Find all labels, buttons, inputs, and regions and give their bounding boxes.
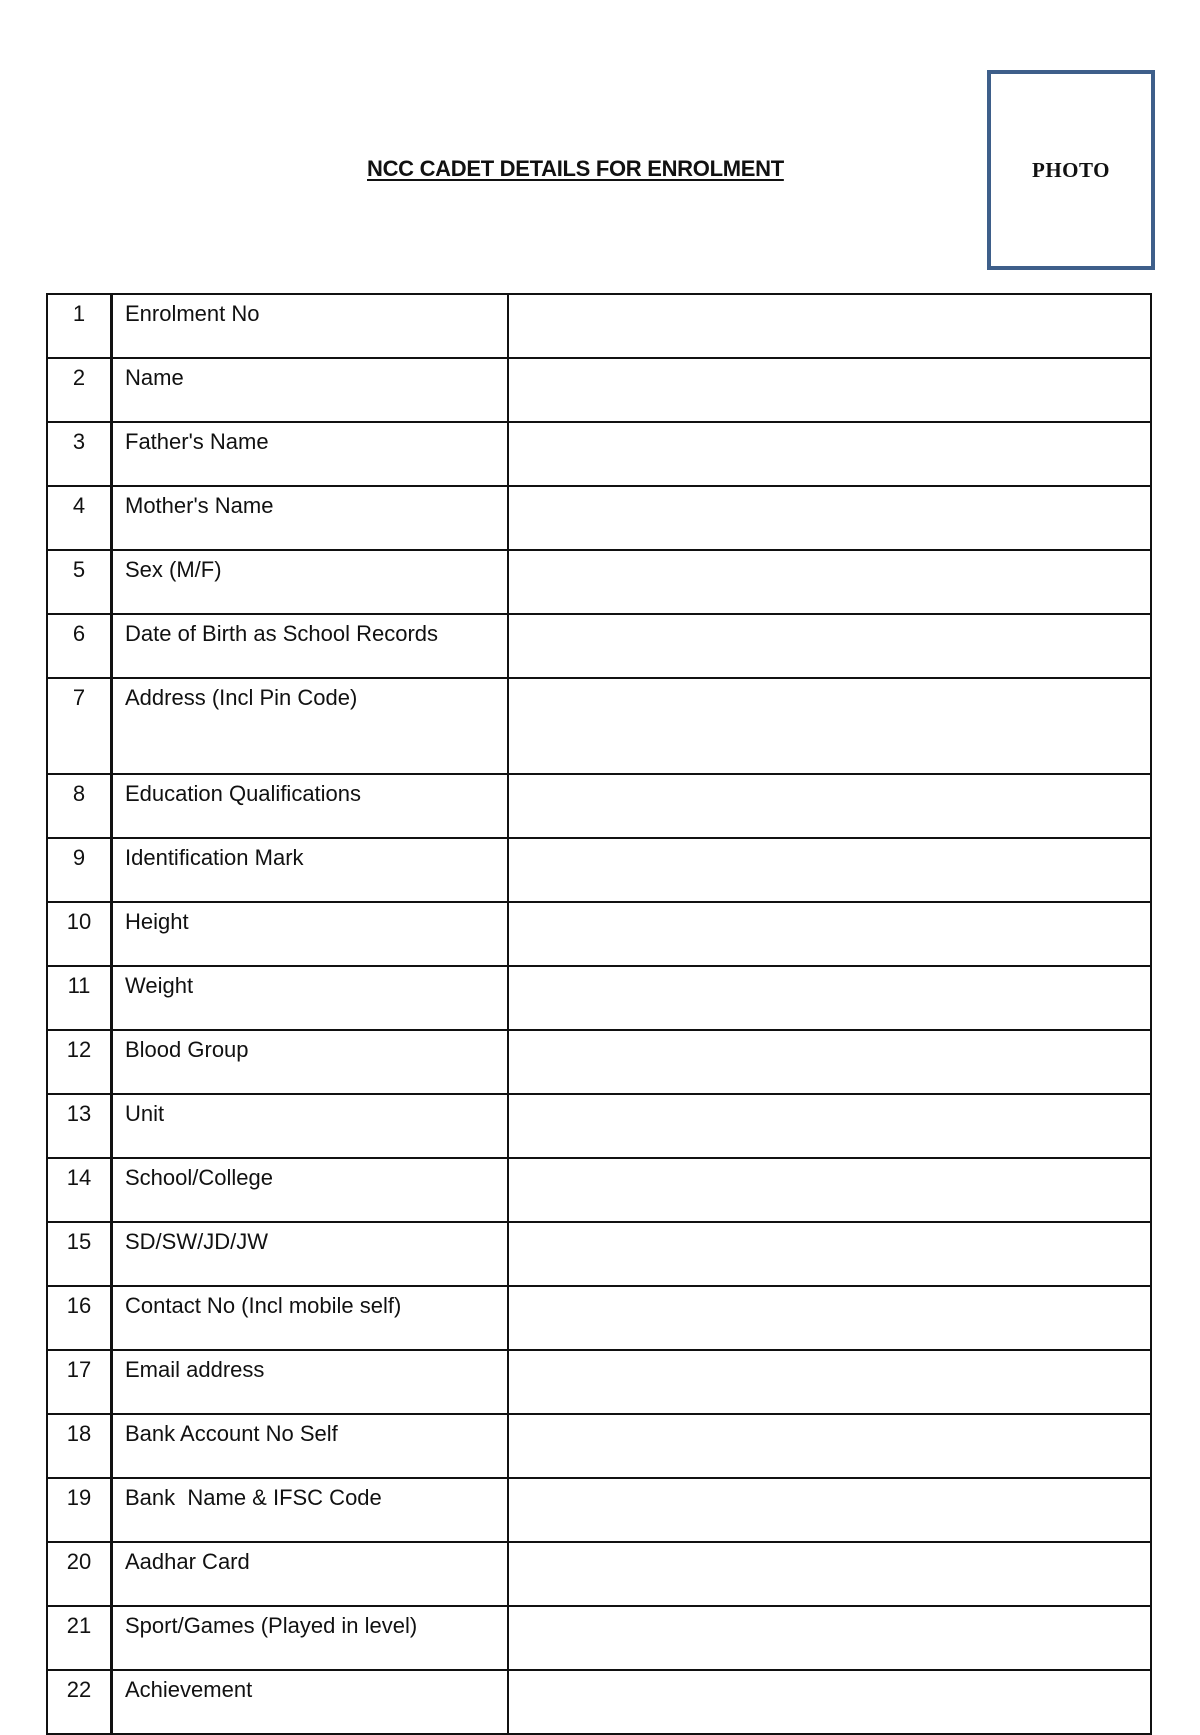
field-label: Enrolment No [112,294,509,358]
page-title: NCC CADET DETAILS FOR ENROLMENT [367,156,784,181]
row-number: 17 [47,1350,112,1414]
weight-field[interactable] [508,966,1151,1030]
row-number: 22 [47,1670,112,1734]
field-label: Sport/Games (Played in level) [112,1606,509,1670]
row-number: 19 [47,1478,112,1542]
height-field[interactable] [508,902,1151,966]
field-label: Blood Group [112,1030,509,1094]
form-row-identification-mark [47,838,1151,902]
row-number: 1 [47,294,112,358]
mothers-name-field[interactable] [508,486,1151,550]
row-number: 8 [47,774,112,838]
row-number: 4 [47,486,112,550]
row-number: 14 [47,1158,112,1222]
education-field[interactable] [508,774,1151,838]
form-row-fathers-name [47,422,1151,486]
photo-label: PHOTO [1032,158,1110,182]
row-number: 21 [47,1606,112,1670]
field-label: Sex (M/F) [112,550,509,614]
fathers-name-field[interactable] [508,422,1151,486]
name-field[interactable] [508,358,1151,422]
row-number: 7 [47,678,112,774]
form-row-bank-account [47,1414,1151,1478]
row-number: 9 [47,838,112,902]
field-label: Father's Name [112,422,509,486]
form-row-aadhar [47,1542,1151,1606]
form-row-height [47,902,1151,966]
form-row-bank-name-ifsc [47,1478,1151,1542]
division-field[interactable] [508,1222,1151,1286]
row-number: 11 [47,966,112,1030]
field-label: School/College [112,1158,509,1222]
blood-group-field[interactable] [508,1030,1151,1094]
form-row-mothers-name [47,486,1151,550]
field-label: Unit [112,1094,509,1158]
bank-account-field[interactable] [508,1414,1151,1478]
row-number: 10 [47,902,112,966]
field-label: Education Qualifications [112,774,509,838]
field-label: Weight [112,966,509,1030]
field-label: Achievement [112,1670,509,1734]
row-number: 13 [47,1094,112,1158]
row-number: 6 [47,614,112,678]
row-number: 15 [47,1222,112,1286]
row-number: 18 [47,1414,112,1478]
field-label: Name [112,358,509,422]
field-label: Contact No (Incl mobile self) [112,1286,509,1350]
field-label: Bank Name & IFSC Code [112,1478,509,1542]
form-row-address [47,678,1151,774]
form-row-unit [47,1094,1151,1158]
form-row-blood-group [47,1030,1151,1094]
field-label: Height [112,902,509,966]
form-row-date-of-birth [47,614,1151,678]
form-row-sports [47,1606,1151,1670]
address-field[interactable] [508,678,1151,774]
row-number: 20 [47,1542,112,1606]
form-row-contact-no [47,1286,1151,1350]
field-label: Identification Mark [112,838,509,902]
unit-field[interactable] [508,1094,1151,1158]
achievement-field[interactable] [508,1670,1151,1734]
form-row-email [47,1350,1151,1414]
row-number: 5 [47,550,112,614]
form-row-weight [47,966,1151,1030]
field-label: Email address [112,1350,509,1414]
field-label: Mother's Name [112,486,509,550]
form-row-division [47,1222,1151,1286]
form-row-achievement [47,1670,1151,1734]
form-row-name [47,358,1151,422]
enrolment-no-field[interactable] [508,294,1151,358]
enrolment-form-table [46,293,1152,1735]
date-of-birth-field[interactable] [508,614,1151,678]
row-number: 12 [47,1030,112,1094]
sports-field[interactable] [508,1606,1151,1670]
row-number: 2 [47,358,112,422]
field-label: Address (Incl Pin Code) [112,678,509,774]
form-row-school-college [47,1158,1151,1222]
contact-no-field[interactable] [508,1286,1151,1350]
aadhar-field[interactable] [508,1542,1151,1606]
form-row-sex [47,550,1151,614]
identification-mark-field[interactable] [508,838,1151,902]
field-label: Date of Birth as School Records [112,614,509,678]
sex-field[interactable] [508,550,1151,614]
form-row-education [47,774,1151,838]
form-row-enrolment-no [47,294,1151,358]
row-number: 16 [47,1286,112,1350]
photo-placeholder[interactable] [987,70,1155,270]
field-label: SD/SW/JD/JW [112,1222,509,1286]
row-number: 3 [47,422,112,486]
school-college-field[interactable] [508,1158,1151,1222]
field-label: Aadhar Card [112,1542,509,1606]
bank-name-ifsc-field[interactable] [508,1478,1151,1542]
field-label: Bank Account No Self [112,1414,509,1478]
email-field[interactable] [508,1350,1151,1414]
